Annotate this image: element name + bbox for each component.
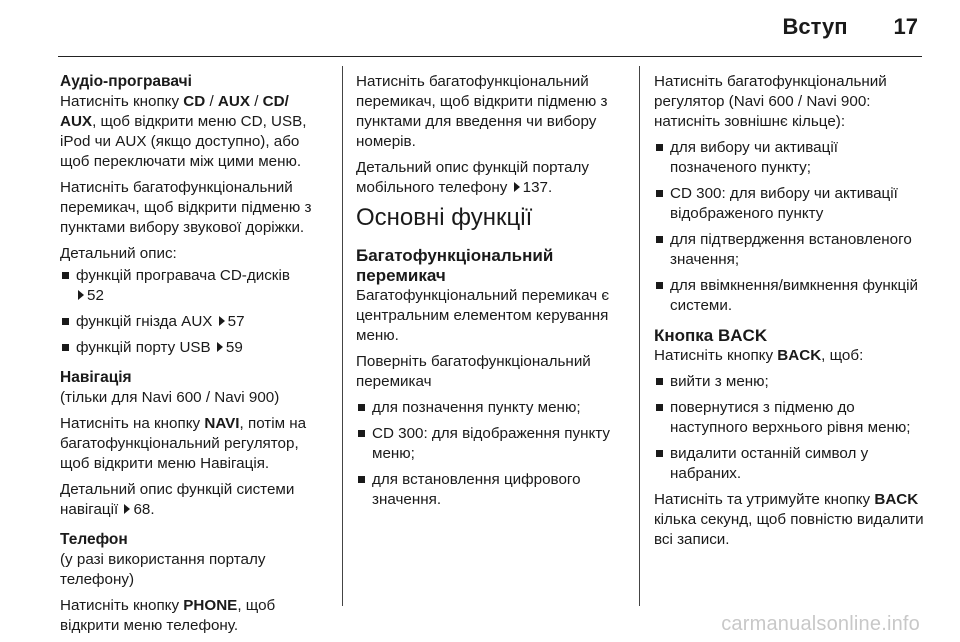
list-item: функцій гнізда AUX 57: [60, 312, 328, 332]
list-item: видалити останній символ у набраних.: [654, 444, 924, 484]
nav-para-3: Детальний опис функцій системи навігації 68.: [60, 481, 295, 518]
list-item: для позначення пункту меню;: [356, 398, 624, 418]
list-item: для встановлення цифрового значення.: [356, 470, 624, 510]
list-item: для підтвердження встановленого значення;: [654, 230, 924, 270]
press-para: Натисніть багатофункціональний регулятор (Navi 600 / Navi 900: натисніть зовнішнє кільце):: [654, 73, 887, 130]
nav-para-2: Натисніть на кнопку NAVI, потім на багатофункціональний регулятор, щоб відкрити меню Навігація.: [60, 415, 307, 472]
column-1: [60, 72, 328, 642]
watermark: carmanualsonline.info: [721, 613, 920, 635]
audio-para-1: Натисніть кнопку CD / AUX / CD/ AUX, щоб відкрити меню CD, USB, iPod чи AUX (якщо доступно), або щоб переключати між цими меню.: [60, 93, 307, 170]
page-ref-arrow-icon: [219, 316, 225, 326]
list-item: CD 300: для відображення пункту меню;: [356, 424, 624, 464]
page-ref-arrow-icon: [217, 342, 223, 352]
phone-para-4: Детальний опис функцій порталу мобільного телефону 137.: [356, 159, 589, 196]
audio-para-3: Детальний опис:: [60, 245, 177, 262]
phone-heading: Телефон: [60, 531, 128, 548]
column-divider-2: [639, 66, 640, 606]
phone-para-1: (у разі використання порталу телефону): [60, 551, 266, 588]
back-para: Натисніть кнопку BACK, щоб:: [654, 347, 864, 364]
header-title: Вступ: [782, 14, 848, 39]
audio-heading: Аудіо-програвачі: [60, 73, 192, 90]
page-ref-arrow-icon: [124, 504, 130, 514]
multifunction-para-1: Багатофункціональний перемикач є центральним елементом керування меню.: [356, 287, 610, 344]
page-header: [783, 14, 918, 40]
column-divider-1: [342, 66, 343, 606]
column-2: [356, 72, 624, 516]
nav-heading: Навігація: [60, 369, 132, 386]
rotate-list: [356, 398, 624, 510]
nav-para-1: (тільки для Navi 600 / Navi 900): [60, 389, 280, 406]
page-number: 17: [893, 14, 918, 39]
list-item: CD 300: для вибору чи активації відображеного пункту: [654, 184, 924, 224]
header-rule: [58, 56, 922, 57]
multifunction-para-2: Поверніть багатофункціональний перемикач: [356, 353, 591, 390]
list-item: для вибору чи активації позначеного пункту;: [654, 138, 924, 178]
audio-para-2: Натисніть багатофункціональний перемикач, щоб відкрити підменю з пунктами вибору звукової доріжки.: [60, 179, 312, 236]
list-item: функцій порту USB 59: [60, 338, 328, 358]
press-list: [654, 138, 924, 316]
page-ref-arrow-icon: [514, 182, 520, 192]
list-item: для ввімкнення/вимкнення функцій системи.: [654, 276, 924, 316]
back-list: [654, 372, 924, 484]
back-heading: Кнопка BACK: [654, 326, 768, 345]
page-ref-arrow-icon: [78, 290, 84, 300]
list-item: повернутися з підменю до наступного верхнього рівня меню;: [654, 398, 924, 438]
column-3: [654, 72, 924, 556]
audio-list: [60, 266, 328, 358]
phone-para-3: Натисніть багатофункціональний перемикач, щоб відкрити підменю з пунктами для введення чи вибору номерів.: [356, 73, 608, 150]
multifunction-heading: Багатофункціональний перемикач: [356, 246, 554, 285]
list-item: вийти з меню;: [654, 372, 924, 392]
section-title: Основні функції: [356, 204, 533, 231]
phone-para-2: Натисніть кнопку PHONE, щоб відкрити меню телефону.: [60, 597, 276, 634]
list-item: функцій програвача CD-дисків 52: [60, 266, 328, 306]
hold-back-para: Натисніть та утримуйте кнопку BACK кілька секунд, щоб повністю видалити всі записи.: [654, 491, 924, 548]
